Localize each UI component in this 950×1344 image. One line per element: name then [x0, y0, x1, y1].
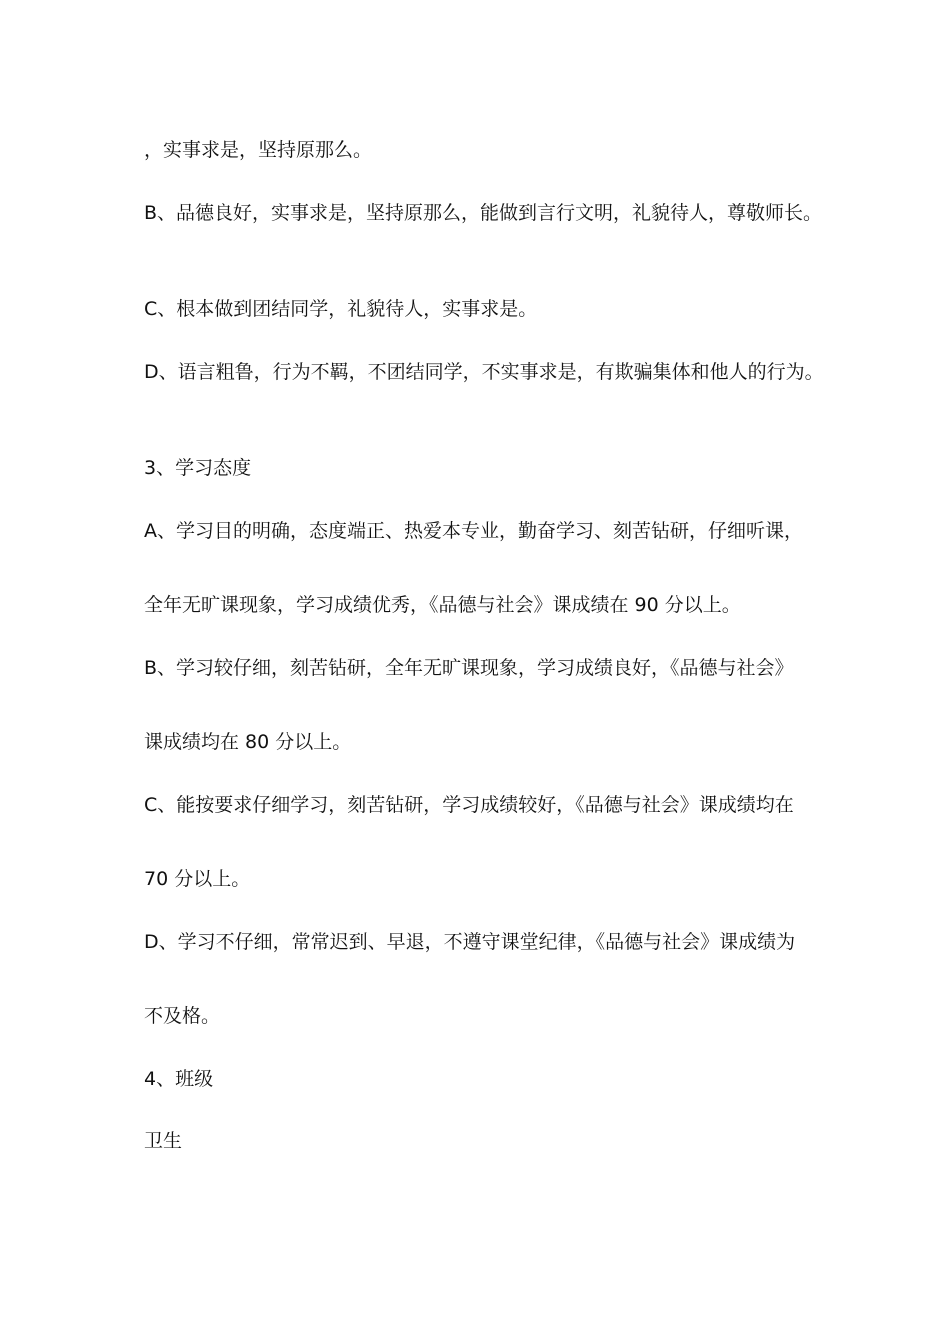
section-heading: 4、班级	[144, 1068, 214, 1090]
text-line: D、语言粗鲁，行为不羁，不团结同学，不实事求是，有欺骗集体和他人的行为。	[144, 361, 824, 383]
text-line: B、学习较仔细，刻苦钻研，全年无旷课现象，学习成绩良好，《品德与社会》	[144, 657, 794, 679]
text-line: A、学习目的明确，态度端正、热爱本专业，勤奋学习、刻苦钻研，仔细听课，	[144, 520, 803, 542]
text-line: 卫生	[144, 1130, 183, 1152]
text-line: ，实事求是，坚持原那么。	[144, 139, 373, 161]
text-line: C、能按要求仔细学习，刻苦钻研，学习成绩较好，《品德与社会》课成绩均在	[144, 794, 794, 816]
text-line: C、根本做到团结同学，礼貌待人，实事求是。	[144, 298, 538, 320]
text-line: 课成绩均在 80 分以上。	[144, 731, 352, 753]
text-line: 70 分以上。	[144, 868, 251, 890]
text-line: B、品德良好，实事求是，坚持原那么，能做到言行文明，礼貌待人，尊敬师长。	[144, 202, 823, 224]
text-line: 全年无旷课现象，学习成绩优秀，《品德与社会》课成绩在 90 分以上。	[144, 594, 741, 616]
text-line: 不及格。	[144, 1005, 221, 1027]
section-heading: 3、学习态度	[144, 457, 252, 479]
text-line: D、学习不仔细，常常迟到、早退，不遵守课堂纪律，《品德与社会》课成绩为	[144, 931, 796, 953]
